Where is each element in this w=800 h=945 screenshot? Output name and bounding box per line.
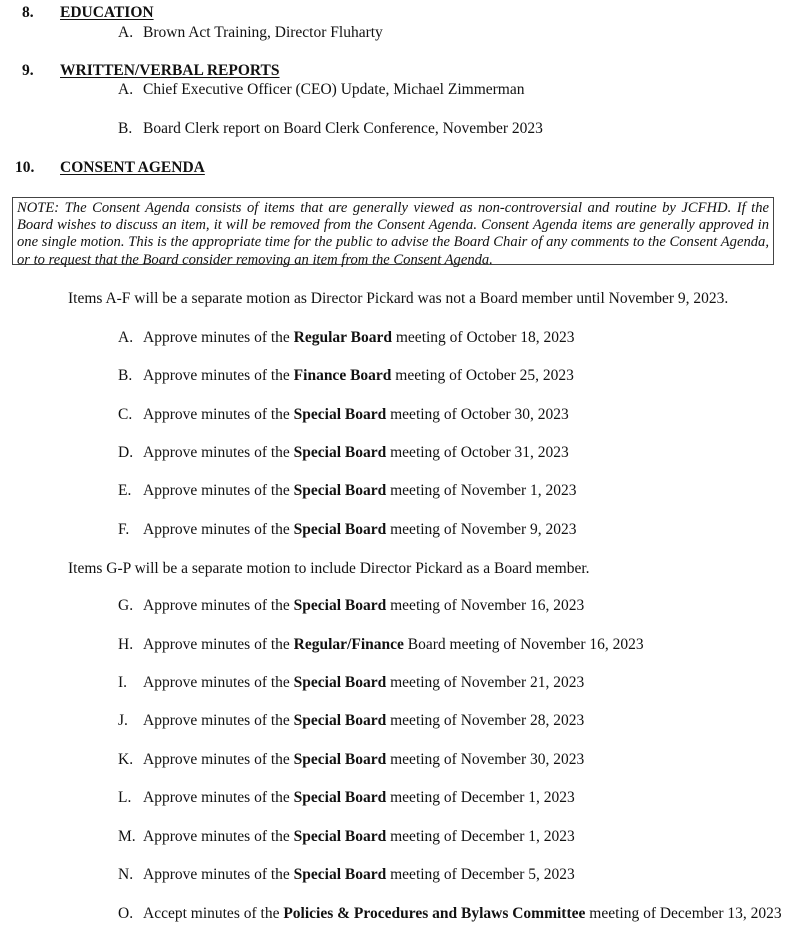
consent-item-suffix: meeting of December 5, 2023	[386, 866, 575, 883]
consent-item-letter: K.	[118, 751, 134, 768]
consent-item-letter: E.	[118, 482, 132, 499]
section-number: 10.	[15, 159, 35, 176]
consent-item-prefix: Approve minutes of the	[143, 674, 294, 691]
consent-item-text	[143, 712, 584, 730]
consent-item-prefix: Approve minutes of the	[143, 444, 294, 461]
consent-item-meeting-type: Special Board	[293, 406, 387, 423]
section-number: 9.	[22, 62, 34, 79]
consent-item-prefix: Approve minutes of the	[143, 828, 294, 845]
consent-item-meeting-type: Special Board	[293, 444, 387, 461]
consent-item-prefix: Accept minutes of the	[143, 905, 284, 922]
consent-item-text	[143, 636, 644, 654]
consent-item-prefix: Approve minutes of the	[143, 597, 294, 614]
consent-item-letter: G.	[118, 597, 134, 614]
consent-item-meeting-type: Regular/Finance	[293, 636, 404, 653]
consent-item-text	[143, 866, 575, 884]
consent-item-letter: J.	[118, 712, 128, 729]
consent-item-letter: N.	[118, 866, 134, 883]
consent-item-letter: I.	[118, 674, 128, 691]
consent-item-prefix: Approve minutes of the	[143, 712, 294, 729]
consent-item-meeting-type: Special Board	[293, 828, 387, 845]
consent-item-prefix: Approve minutes of the	[143, 789, 294, 806]
consent-item-text	[143, 597, 584, 615]
consent-item-text	[143, 521, 577, 539]
item-letter: A.	[118, 24, 134, 41]
consent-item-suffix: meeting of October 25, 2023	[391, 367, 574, 384]
consent-item-prefix: Approve minutes of the	[143, 866, 294, 883]
consent-item-prefix: Approve minutes of the	[143, 482, 294, 499]
consent-item-suffix: Board meeting of November 16, 2023	[403, 636, 644, 653]
section-heading-consent: CONSENT AGENDA	[60, 159, 205, 176]
section-heading-education: EDUCATION	[60, 4, 154, 21]
consent-item-prefix: Approve minutes of the	[143, 367, 294, 384]
item-letter: B.	[118, 120, 133, 137]
consent-item-text	[143, 482, 577, 500]
consent-item-letter: F.	[118, 521, 130, 538]
consent-item-text	[143, 406, 569, 424]
consent-item-meeting-type: Regular Board	[293, 329, 392, 346]
consent-item-prefix: Approve minutes of the	[143, 751, 294, 768]
consent-item-suffix: meeting of November 30, 2023	[386, 751, 585, 768]
consent-item-text	[143, 367, 574, 385]
consent-item-text	[143, 905, 783, 923]
consent-item-meeting-type: Special Board	[293, 712, 387, 729]
consent-item-meeting-type: Special Board	[293, 521, 387, 538]
consent-item-meeting-type: Special Board	[293, 597, 387, 614]
motion-note-a-f: Items A-F will be a separate motion as Director Pickard was not a Board member until November 9, 2023.	[68, 290, 729, 307]
item-text: Board Clerk report on Board Clerk Conference, November 2023	[143, 120, 543, 137]
consent-item-suffix: meeting of December 1, 2023	[386, 828, 575, 845]
consent-item-meeting-type: Special Board	[293, 674, 387, 691]
consent-item-suffix: meeting of November 28, 2023	[386, 712, 585, 729]
consent-item-suffix: meeting of October 31, 2023	[386, 444, 569, 461]
consent-item-suffix: meeting of October 30, 2023	[386, 406, 569, 423]
consent-item-meeting-type: Special Board	[293, 482, 387, 499]
consent-item-prefix: Approve minutes of the	[143, 329, 294, 346]
consent-item-letter: L.	[118, 789, 132, 806]
consent-item-letter: H.	[118, 636, 134, 653]
motion-note-g-p: Items G-P will be a separate motion to include Director Pickard as a Board member.	[68, 560, 590, 577]
consent-item-text	[143, 751, 584, 769]
consent-item-prefix: Approve minutes of the	[143, 406, 294, 423]
consent-item-suffix: meeting of November 1, 2023	[386, 482, 577, 499]
consent-item-prefix: Approve minutes of the	[143, 636, 294, 653]
section-heading-reports: WRITTEN/VERBAL REPORTS	[60, 62, 280, 79]
consent-item-suffix: meeting of December 13, 2023	[585, 905, 782, 922]
consent-item-meeting-type: Finance Board	[293, 367, 392, 384]
consent-item-letter: B.	[118, 367, 133, 384]
consent-item-suffix: meeting of October 18, 2023	[392, 329, 575, 346]
consent-item-suffix: meeting of November 9, 2023	[386, 521, 577, 538]
consent-item-letter: O.	[118, 905, 134, 922]
consent-item-text	[143, 828, 575, 846]
consent-item-text	[143, 789, 575, 807]
item-text: Chief Executive Officer (CEO) Update, Michael Zimmerman	[143, 81, 525, 98]
consent-item-prefix: Approve minutes of the	[143, 521, 294, 538]
consent-item-letter: A.	[118, 329, 134, 346]
consent-item-letter: D.	[118, 444, 134, 461]
consent-agenda-note: NOTE: The Consent Agenda consists of items that are generally viewed as non-controversial and routine by JCFHD. If the Board wishes to discuss an item, it will be removed from the Consent Agenda. Consent Agenda items are generally approved in one single motion. This is the appropriate time for the public to advise the Board Chair of any comments to the Consent Agenda, or to request that the Board consider removing an item from the Consent Agenda.	[12, 197, 774, 265]
item-text: Brown Act Training, Director Fluharty	[143, 24, 383, 41]
consent-item-suffix: meeting of November 21, 2023	[386, 674, 585, 691]
consent-item-suffix: meeting of December 1, 2023	[386, 789, 575, 806]
consent-item-meeting-type: Policies & Procedures and Bylaws Committee	[283, 905, 586, 922]
consent-item-text	[143, 444, 569, 462]
consent-item-text	[143, 329, 575, 347]
consent-item-meeting-type: Special Board	[293, 789, 387, 806]
item-letter: A.	[118, 81, 134, 98]
consent-item-letter: M.	[118, 828, 136, 845]
consent-item-suffix: meeting of November 16, 2023	[386, 597, 585, 614]
consent-item-meeting-type: Special Board	[293, 866, 387, 883]
consent-item-meeting-type: Special Board	[293, 751, 387, 768]
section-number: 8.	[22, 4, 34, 21]
consent-item-letter: C.	[118, 406, 133, 423]
consent-item-text	[143, 674, 584, 692]
